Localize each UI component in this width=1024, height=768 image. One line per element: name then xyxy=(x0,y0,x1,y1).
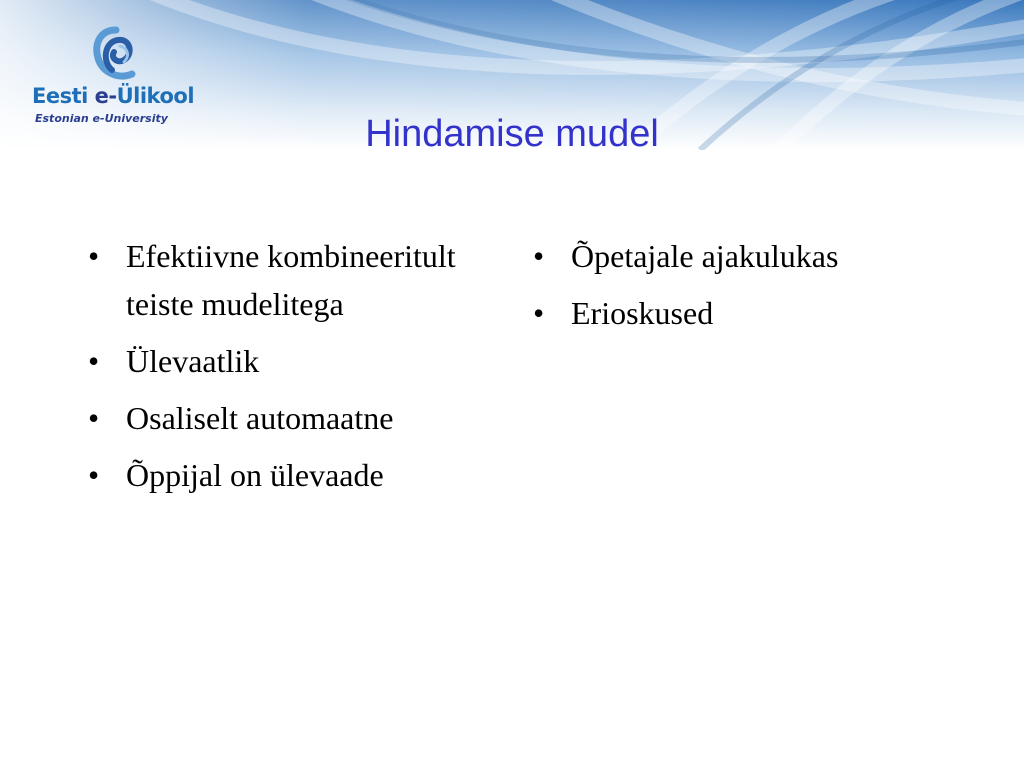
bullet-glyph: • xyxy=(88,343,100,379)
list-item xyxy=(88,394,478,442)
slide-title: Hindamise mudel xyxy=(365,113,659,155)
list-item-text: Ülevaatlik xyxy=(126,343,260,379)
bullet-glyph: • xyxy=(88,238,100,274)
logo-swirl-icon xyxy=(90,26,142,84)
list-item xyxy=(88,451,478,499)
list-item-text: Efektiivne kombineeritult teiste mudelitega xyxy=(126,238,456,322)
right-bullet-list xyxy=(533,232,993,346)
list-item xyxy=(88,337,478,385)
list-item-text: Õppijal on ülevaade xyxy=(126,457,384,493)
list-item xyxy=(88,232,478,328)
list-item-text: Erioskused xyxy=(571,295,714,331)
list-item xyxy=(533,232,993,280)
logo-wordmark: Eesti e-Ülikool xyxy=(32,84,195,108)
bullet-glyph: • xyxy=(88,400,100,436)
bullet-glyph: • xyxy=(533,238,545,274)
bullet-glyph: • xyxy=(533,295,545,331)
logo-subtitle: Estonian e-University xyxy=(35,112,168,125)
bullet-glyph: • xyxy=(88,457,100,493)
left-bullet-list xyxy=(88,232,478,508)
list-item xyxy=(533,289,993,337)
list-item-text: Osaliselt automaatne xyxy=(126,400,394,436)
list-item-text: Õpetajale ajakulukas xyxy=(571,238,839,274)
